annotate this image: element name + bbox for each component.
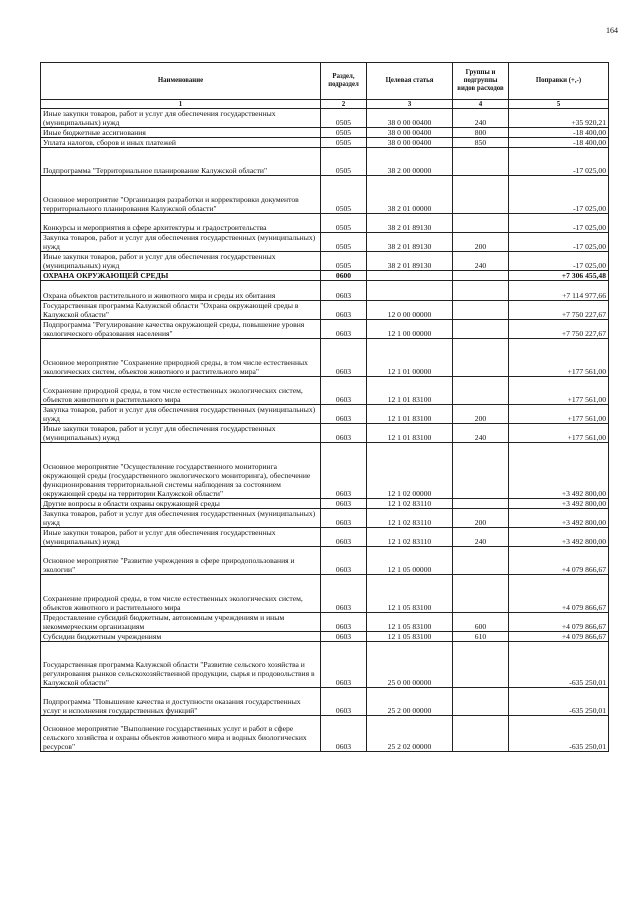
table-row [41,377,609,405]
row-name: Государственная программа Калужской области "Охрана окружающей среды в Калужской области" [41,301,321,320]
row-name: Закупка товаров, работ и услуг для обеспечения государственных (муниципальных) нужд [41,405,321,424]
row-amount: +3 492 800,00 [509,443,609,499]
row-section: 0603 [321,339,367,377]
row-name: Иные бюджетные ассигнования [41,128,321,138]
row-expense-group: 240 [453,424,509,443]
row-expense-group: 240 [453,252,509,271]
column-number: 5 [509,100,609,109]
row-section: 0603 [321,613,367,632]
row-amount: +177 561,00 [509,424,609,443]
row-expense-group [453,301,509,320]
row-article: 12 1 01 83100 [367,405,453,424]
row-amount: +3 492 800,00 [509,499,609,509]
row-amount: +3 492 800,00 [509,528,609,547]
row-amount: -17 025,00 [509,214,609,233]
row-expense-group [453,499,509,509]
row-section: 0505 [321,128,367,138]
row-expense-group [453,271,509,281]
table-row [41,642,609,688]
row-article [367,281,453,301]
column-number: 2 [321,100,367,109]
row-article: 38 0 00 00400 [367,138,453,148]
row-amount: -18 400,00 [509,128,609,138]
page-number: 164 [606,26,618,35]
row-amount: -635 250,01 [509,688,609,716]
row-name: Иные закупки товаров, работ и услуг для обеспечения государственных (муниципальных) нужд [41,424,321,443]
row-name: Иные закупки товаров, работ и услуг для обеспечения государственных (муниципальных) нужд [41,252,321,271]
row-article: 12 1 05 83100 [367,613,453,632]
row-name: Закупка товаров, работ и услуг для обеспечения государственных (муниципальных) нужд [41,233,321,252]
row-section: 0600 [321,271,367,281]
row-expense-group: 200 [453,233,509,252]
table-row [41,214,609,233]
row-expense-group [453,377,509,405]
table-row [41,233,609,252]
row-amount: +7 750 227,67 [509,301,609,320]
row-article: 12 1 05 00000 [367,547,453,575]
row-article: 38 2 00 00000 [367,148,453,176]
column-number: 1 [41,100,321,109]
row-section: 0603 [321,716,367,752]
row-article: 38 2 01 00000 [367,176,453,214]
row-amount: -635 250,01 [509,642,609,688]
row-section: 0505 [321,214,367,233]
row-expense-group [453,547,509,575]
row-expense-group [453,339,509,377]
table-row [41,632,609,642]
row-section: 0505 [321,109,367,128]
row-article: 38 2 01 89130 [367,214,453,233]
table-row [41,252,609,271]
row-section: 0603 [321,547,367,575]
table-row [41,138,609,148]
row-name: Основное мероприятие "Развитие учреждения в сфере природопользования и экологии" [41,547,321,575]
table-row [41,509,609,528]
table-row [41,613,609,632]
row-section: 0603 [321,281,367,301]
table-row [41,424,609,443]
row-expense-group [453,148,509,176]
row-section: 0603 [321,632,367,642]
row-section: 0603 [321,688,367,716]
row-section: 0603 [321,320,367,339]
table-row [41,575,609,613]
table-body [41,109,609,752]
row-section: 0505 [321,148,367,176]
budget-amendments-table [40,62,609,752]
row-expense-group: 600 [453,613,509,632]
row-amount: +4 079 866,67 [509,547,609,575]
row-section: 0603 [321,424,367,443]
row-name: Сохранение природной среды, в том числе естественных экологических систем, объектов животного и растительного мира [41,377,321,405]
row-amount: -17 025,00 [509,252,609,271]
row-name: Основное мероприятие "Сохранение природной среды, в том числе естественных экологических систем, объектов животного и растительного мира" [41,339,321,377]
row-name: Основное мероприятие "Осуществление государственного мониторинга окружающей среды (государственного экологического мониторинга), обеспечение функционирования территориальной системы наблюдения за состоянием окружающей среды на территории Калужской области" [41,443,321,499]
row-expense-group [453,176,509,214]
table-row [41,301,609,320]
row-expense-group: 200 [453,405,509,424]
row-expense-group [453,575,509,613]
table-row [41,281,609,301]
row-article: 12 1 00 00000 [367,320,453,339]
row-expense-group [453,443,509,499]
row-section: 0603 [321,499,367,509]
row-article [367,271,453,281]
row-article: 12 1 01 00000 [367,339,453,377]
row-section: 0505 [321,176,367,214]
table-row [41,405,609,424]
row-amount: +177 561,00 [509,377,609,405]
row-amount: +4 079 866,67 [509,575,609,613]
table-row [41,528,609,547]
row-amount: +177 561,00 [509,339,609,377]
row-amount: +4 079 866,67 [509,632,609,642]
row-expense-group [453,716,509,752]
row-name: Иные закупки товаров, работ и услуг для обеспечения государственных (муниципальных) нужд [41,109,321,128]
row-amount: +35 920,21 [509,109,609,128]
row-expense-group [453,688,509,716]
row-name: Предоставление субсидий бюджетным, автономным учреждениям и иным некоммерческим организациям [41,613,321,632]
table-row [41,499,609,509]
row-expense-group: 240 [453,528,509,547]
row-section: 0603 [321,575,367,613]
row-expense-group: 800 [453,128,509,138]
row-article: 38 2 01 89130 [367,233,453,252]
table-row [41,128,609,138]
row-name: Основное мероприятие "Организация разработки и корректировки документов территориального планирования Калужской области" [41,176,321,214]
row-article: 25 2 00 00000 [367,688,453,716]
row-amount: +7 750 227,67 [509,320,609,339]
table-row [41,339,609,377]
row-name: Субсидии бюджетным учреждениям [41,632,321,642]
table-row [41,320,609,339]
row-article: 12 1 01 83100 [367,424,453,443]
row-expense-group: 200 [453,509,509,528]
row-name: Конкурсы и мероприятия в сфере архитектуры и градостроительства [41,214,321,233]
row-expense-group [453,281,509,301]
row-section: 0505 [321,138,367,148]
table-row [41,109,609,128]
row-section: 0603 [321,301,367,320]
row-name: Основное мероприятие "Выполнение государственных услуг и работ в сфере сельского хозяйства и охраны объектов животного мира и водных биологических ресурсов" [41,716,321,752]
header-name: Наименование [41,63,321,100]
row-name: Закупка товаров, работ и услуг для обеспечения государственных (муниципальных) нужд [41,509,321,528]
row-name: Сохранение природной среды, в том числе естественных экологических систем, объектов животного и растительного мира [41,575,321,613]
row-amount: +4 079 866,67 [509,613,609,632]
row-article: 25 2 02 00000 [367,716,453,752]
row-section: 0603 [321,405,367,424]
row-article: 12 1 05 83100 [367,575,453,613]
header-expense-group: Группы и подгруппы видов расходов [453,63,509,100]
row-amount: -17 025,00 [509,233,609,252]
row-expense-group: 610 [453,632,509,642]
row-section: 0603 [321,377,367,405]
row-name: ОХРАНА ОКРУЖАЮЩЕЙ СРЕДЫ [41,271,321,281]
table-row [41,688,609,716]
row-article: 12 1 01 83100 [367,377,453,405]
row-expense-group: 850 [453,138,509,148]
row-name: Государственная программа Калужской области "Развитие сельского хозяйства и регулирования рынков сельскохозяйственной продукции, сырья и продовольствия в Калужской области" [41,642,321,688]
row-section: 0505 [321,252,367,271]
row-section: 0603 [321,509,367,528]
row-amount: +3 492 800,00 [509,509,609,528]
row-name: Другие вопросы в области охраны окружающей среды [41,499,321,509]
row-article: 38 2 01 89130 [367,252,453,271]
table-row [41,176,609,214]
header-section: Раздел, подраздел [321,63,367,100]
row-amount: +7 114 977,66 [509,281,609,301]
row-name: Подпрограмма "Территориальное планирование Калужской области" [41,148,321,176]
row-section: 0603 [321,443,367,499]
row-article: 12 1 02 83110 [367,509,453,528]
row-amount: +177 561,00 [509,405,609,424]
row-section: 0603 [321,528,367,547]
row-section: 0603 [321,642,367,688]
row-article: 12 1 02 83110 [367,499,453,509]
column-number: 4 [453,100,509,109]
row-amount: -635 250,01 [509,716,609,752]
table-row [41,716,609,752]
row-expense-group: 240 [453,109,509,128]
row-article: 12 1 02 00000 [367,443,453,499]
row-name: Иные закупки товаров, работ и услуг для обеспечения государственных (муниципальных) нужд [41,528,321,547]
header-article: Целевая статья [367,63,453,100]
row-article: 12 1 02 83110 [367,528,453,547]
row-name: Подпрограмма "Регулирование качества окружающей среды, повышение уровня экологического образования населения" [41,320,321,339]
row-amount: +7 306 455,48 [509,271,609,281]
row-amount: -17 025,00 [509,148,609,176]
row-article: 25 0 00 00000 [367,642,453,688]
row-expense-group [453,642,509,688]
row-article: 38 0 00 00400 [367,128,453,138]
header-amendment: Поправки (+,-) [509,63,609,100]
row-name: Уплата налогов, сборов и иных платежей [41,138,321,148]
table-row [41,547,609,575]
row-name: Охрана объектов растительного и животного мира и среды их обитания [41,281,321,301]
table-row [41,148,609,176]
table-row [41,271,609,281]
row-amount: -18 400,00 [509,138,609,148]
row-article: 12 1 05 83100 [367,632,453,642]
row-expense-group [453,320,509,339]
row-expense-group [453,214,509,233]
row-section: 0505 [321,233,367,252]
row-article: 12 0 00 00000 [367,301,453,320]
column-number: 3 [367,100,453,109]
row-amount: -17 025,00 [509,176,609,214]
row-article: 38 0 00 00400 [367,109,453,128]
row-name: Подпрограмма "Повышение качества и доступности оказания государственных услуг и исполнения государственных функций" [41,688,321,716]
table-row [41,443,609,499]
